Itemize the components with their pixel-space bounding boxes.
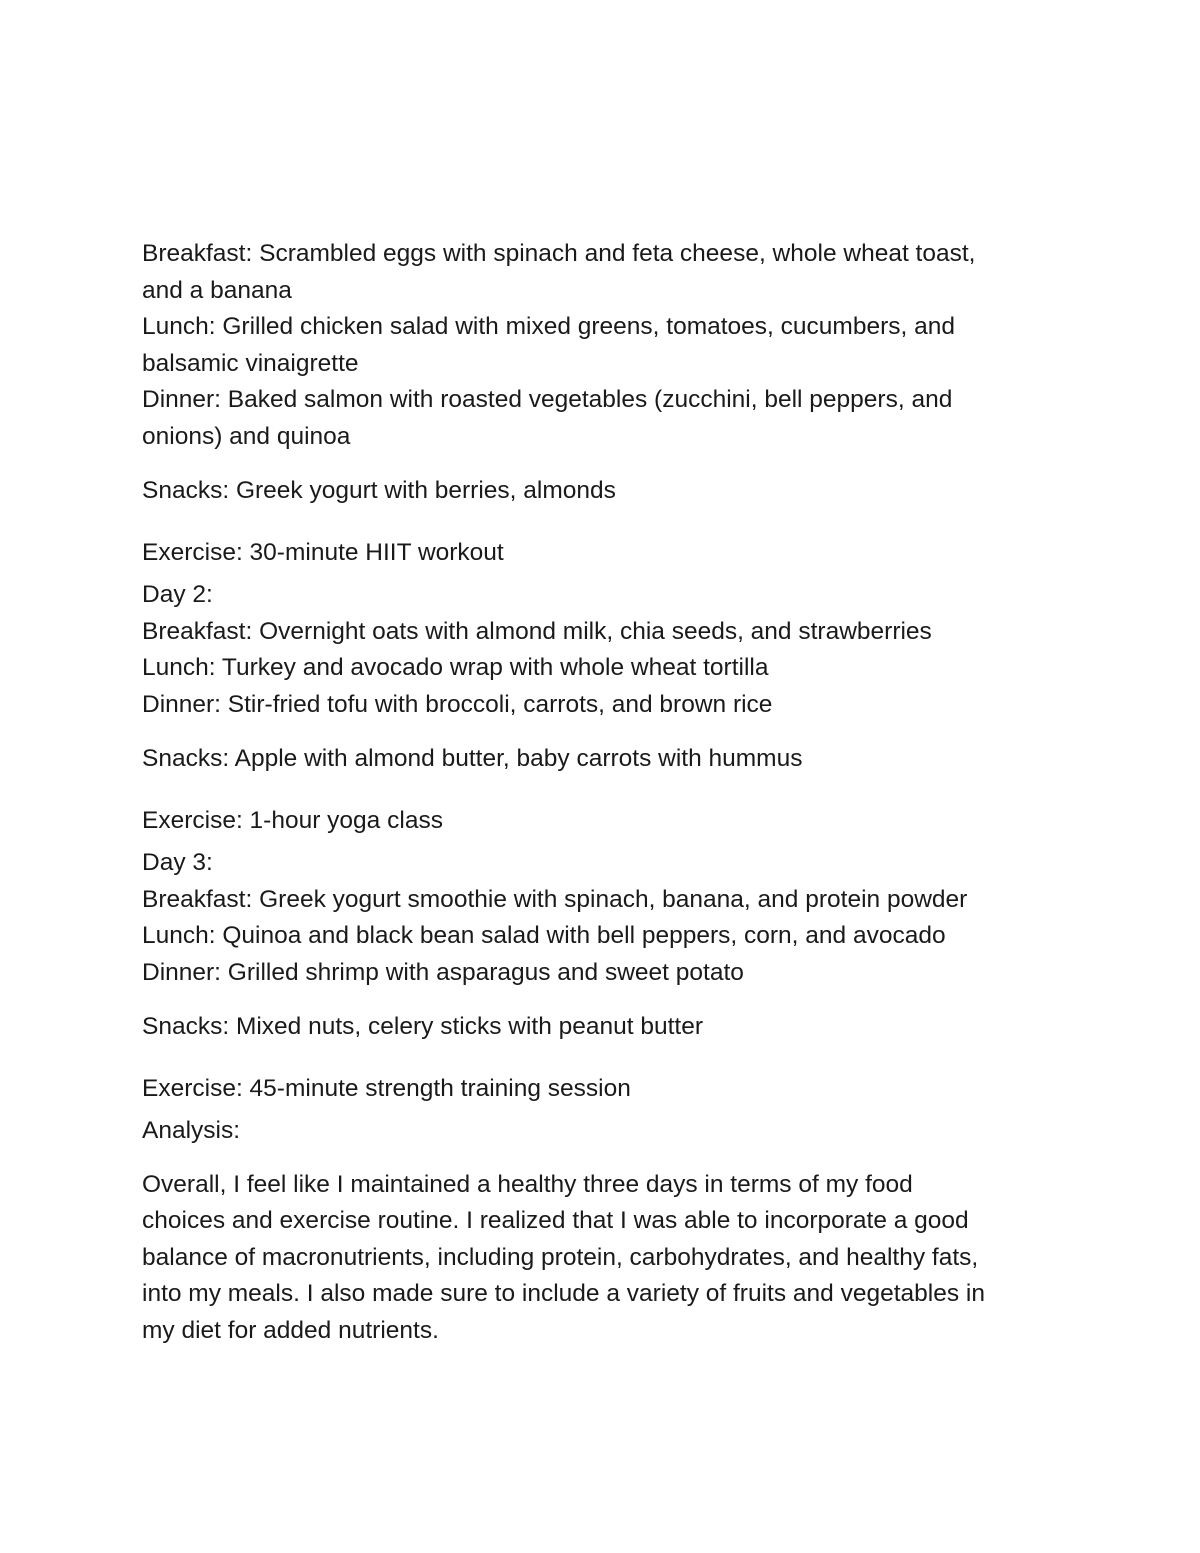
day-1-breakfast-line-2: and a banana [142, 276, 292, 304]
day-1-lunch-line-1: Lunch: Grilled chicken salad with mixed greens, tomatoes, cucumbers, and [142, 313, 955, 340]
day-3-lunch: Lunch: Quinoa and black bean salad with bell peppers, corn, and avocado [142, 922, 946, 949]
day-2-heading: Day 2: [142, 581, 213, 608]
analysis-line-2: choices and exercise routine. I realized that I was able to incorporate a good [142, 1207, 969, 1234]
day-3-dinner: Dinner: Grilled shrimp with asparagus and sweet potato [142, 958, 744, 986]
day-2-dinner: Dinner: Stir-fried tofu with broccoli, carrots, and brown rice [142, 690, 773, 718]
day-2-section [142, 577, 1062, 839]
day-1-snacks: Snacks: Greek yogurt with berries, almonds [142, 477, 616, 504]
day-1-section [142, 236, 1062, 571]
day-2-breakfast: Breakfast: Overnight oats with almond milk, chia seeds, and strawberries [142, 617, 932, 645]
day-2-exercise: Exercise: 1-hour yoga class [142, 806, 443, 834]
day-1-exercise: Exercise: 30-minute HIIT workout [142, 538, 504, 566]
day-1-dinner-line-2: onions) and quinoa [142, 422, 351, 450]
day-3-heading: Day 3: [142, 849, 213, 876]
document-body [142, 236, 1062, 1349]
day-1-lunch-line-2: balsamic vinaigrette [142, 349, 359, 377]
day-3-section [142, 845, 1062, 1107]
analysis-line-3: balance of macronutrients, including protein, carbohydrates, and healthy fats, [142, 1243, 979, 1271]
analysis-line-1: Overall, I feel like I maintained a healthy three days in terms of my food [142, 1170, 913, 1198]
day-1-dinner-line-1: Dinner: Baked salmon with roasted vegetables (zucchini, bell peppers, and [142, 386, 953, 413]
analysis-section [142, 1113, 1062, 1349]
day-3-breakfast: Breakfast: Greek yogurt smoothie with spinach, banana, and protein powder [142, 885, 968, 913]
analysis-heading: Analysis: [142, 1117, 241, 1144]
day-3-snacks: Snacks: Mixed nuts, celery sticks with peanut butter [142, 1013, 704, 1040]
day-2-snacks: Snacks: Apple with almond butter, baby carrots with hummus [142, 745, 803, 772]
analysis-line-5: my diet for added nutrients. [142, 1316, 439, 1344]
analysis-line-4: into my meals. I also made sure to include a variety of fruits and vegetables in [142, 1280, 985, 1307]
day-2-lunch: Lunch: Turkey and avocado wrap with whole wheat tortilla [142, 654, 769, 681]
day-1-breakfast-line-1: Breakfast: Scrambled eggs with spinach and feta cheese, whole wheat toast, [142, 240, 976, 267]
day-3-exercise: Exercise: 45-minute strength training session [142, 1074, 631, 1102]
